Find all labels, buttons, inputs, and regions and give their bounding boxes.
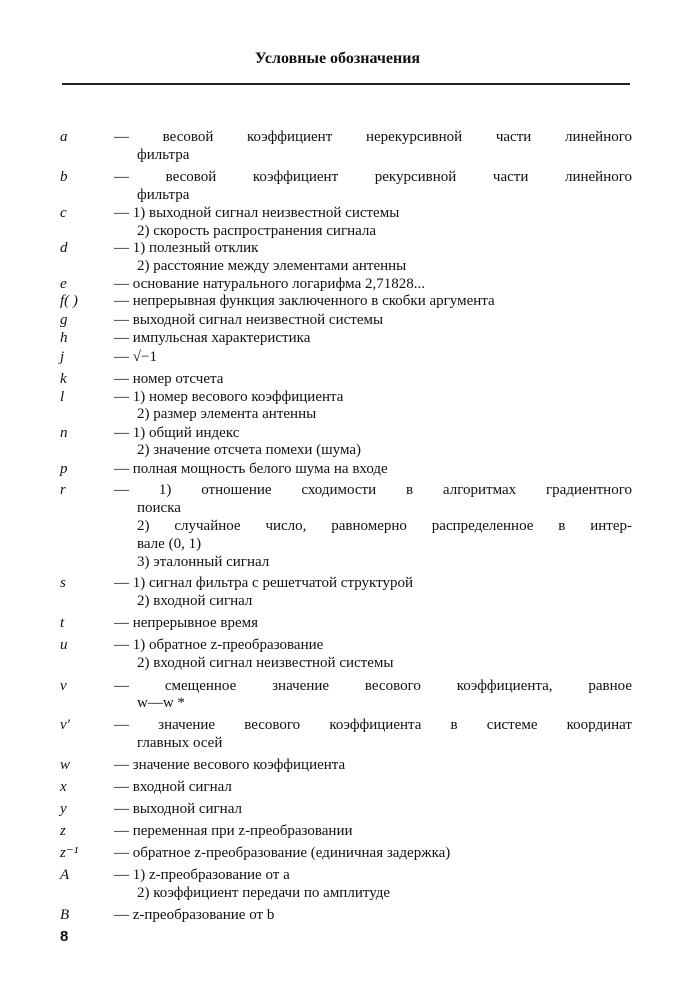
notation-symbol: b <box>60 169 68 185</box>
notation-row <box>0 460 675 478</box>
notation-row <box>0 348 675 366</box>
notation-definition: — выходной сигнал неизвестной системы <box>114 312 384 328</box>
notation-definition-continuation: 2) входной сигнал неизвестной системы <box>137 655 394 671</box>
notation-row <box>0 906 675 924</box>
notation-row <box>0 292 675 310</box>
notation-row <box>0 239 675 257</box>
notation-symbol: d <box>60 240 68 256</box>
notation-symbol: y <box>60 801 67 817</box>
notation-definition-continuation: главных осей <box>137 735 223 751</box>
notation-definition-continuation: фильтра <box>137 187 190 203</box>
notation-definition: — входной сигнал <box>114 779 232 795</box>
page-title: Условные обозначения <box>254 50 421 67</box>
notation-symbol: A <box>60 867 70 883</box>
notation-definition: — 1) общий индекс <box>114 425 240 441</box>
notation-row <box>0 553 675 571</box>
notation-definition-continuation: поиска <box>137 500 181 516</box>
notation-definition-continuation: 2) скорость распространения сигнала <box>137 223 377 239</box>
notation-definition-continuation: вале (0, 1) <box>137 536 202 552</box>
notation-symbol: c <box>60 205 67 221</box>
notation-symbol: t <box>60 615 65 631</box>
notation-row <box>0 441 675 459</box>
notation-definition: — значение весового коэффициента <box>114 757 346 773</box>
notation-symbol: z⁻¹ <box>60 845 79 861</box>
notation-row <box>0 574 675 592</box>
notation-symbol: a <box>60 129 68 145</box>
notation-row <box>0 822 675 840</box>
notation-symbol: v′ <box>60 717 70 733</box>
notation-row <box>0 481 675 499</box>
notation-symbol: v <box>60 678 67 694</box>
notation-definition-continuation: 2) расстояние между элементами антенны <box>137 258 407 274</box>
notation-definition-continuation: 3) эталонный сигнал <box>137 554 270 570</box>
notation-row <box>0 222 675 240</box>
notation-symbol: g <box>60 312 68 328</box>
notation-definition: — весовой коэффициент рекурсивной части линейного <box>114 169 632 185</box>
notation-definition: — √−1 <box>114 349 157 365</box>
notation-row <box>0 614 675 632</box>
notation-symbol: f( ) <box>60 293 78 309</box>
notation-row <box>0 499 675 517</box>
notation-row <box>0 275 675 293</box>
notation-definition: — 1) номер весового коэффициента <box>114 389 344 405</box>
notation-definition: — непрерывное время <box>114 615 259 631</box>
notation-definition: — смещенное значение весового коэффициента, равное <box>114 678 632 694</box>
notation-definition: — номер отсчета <box>114 371 224 387</box>
notation-symbol: j <box>60 349 65 365</box>
notation-row <box>0 636 675 654</box>
notation-symbol: B <box>60 907 70 923</box>
notation-row <box>0 146 675 164</box>
notation-row <box>0 844 675 862</box>
notation-row <box>0 311 675 329</box>
notation-definition: — значение весового коэффициента в системе координат <box>114 717 632 733</box>
notation-row <box>0 800 675 818</box>
notation-row <box>0 654 675 672</box>
notation-row <box>0 677 675 695</box>
notation-definition: — непрерывная функция заключенного в скобки аргумента <box>114 293 495 309</box>
notation-symbol: k <box>60 371 67 387</box>
notation-definition: — 1) обратное z-преобразование <box>114 637 324 653</box>
notation-row <box>0 884 675 902</box>
notation-definition-continuation: 2) коэффициент передачи по амплитуде <box>137 885 391 901</box>
notation-symbol: p <box>60 461 68 477</box>
notation-row <box>0 517 675 535</box>
notation-definition: — 1) сигнал фильтра с решетчатой структурой <box>114 575 413 591</box>
notation-definition-continuation: 2) размер элемента антенны <box>137 406 317 422</box>
notation-row <box>0 405 675 423</box>
notation-row <box>0 592 675 610</box>
notation-definition: — 1) полезный отклик <box>114 240 259 256</box>
notation-row <box>0 186 675 204</box>
notation-definition: — весовой коэффициент нерекурсивной части линейного <box>114 129 632 145</box>
notation-row <box>0 716 675 734</box>
notation-row <box>0 535 675 553</box>
notation-row <box>0 734 675 752</box>
notation-definition-continuation: w—w * <box>137 695 185 711</box>
notation-definition: — основание натурального логарифма 2,71828... <box>114 276 425 292</box>
page-number: 8 <box>60 928 69 945</box>
notation-definition: — выходной сигнал <box>114 801 242 817</box>
notation-definition: — 1) выходной сигнал неизвестной системы <box>114 205 400 221</box>
notation-row <box>0 778 675 796</box>
notation-row <box>0 370 675 388</box>
title-divider <box>62 83 630 85</box>
notation-definition: — обратное z-преобразование (единичная задержка) <box>114 845 451 861</box>
notation-row <box>0 866 675 884</box>
notation-symbol: h <box>60 330 68 346</box>
notation-symbol: l <box>60 389 65 405</box>
notation-symbol: z <box>60 823 66 839</box>
notation-row <box>0 128 675 146</box>
notation-row <box>0 756 675 774</box>
notation-definition-continuation: 2) случайное число, равномерно распределенное в интер- <box>137 518 632 534</box>
notation-row <box>0 329 675 347</box>
notation-definition: — переменная при z-преобразовании <box>114 823 353 839</box>
notation-row <box>0 424 675 442</box>
notation-definition: — 1) отношение сходимости в алгоритмах градиентного <box>114 482 632 498</box>
notation-definition: — импульсная характеристика <box>114 330 311 346</box>
notation-symbol: n <box>60 425 68 441</box>
notation-definition-continuation: 2) значение отсчета помехи (шума) <box>137 442 362 458</box>
notation-definition: — 1) z-преобразование от a <box>114 867 290 883</box>
notation-row <box>0 204 675 222</box>
notation-symbol: u <box>60 637 68 653</box>
notation-row <box>0 168 675 186</box>
notation-symbol: s <box>60 575 66 591</box>
notation-definition-continuation: фильтра <box>137 147 190 163</box>
notation-row <box>0 694 675 712</box>
notation-definition-continuation: 2) входной сигнал <box>137 593 253 609</box>
notation-symbol: r <box>60 482 66 498</box>
notation-symbol: w <box>60 757 71 773</box>
notation-symbol: e <box>60 276 67 292</box>
notation-row <box>0 257 675 275</box>
notation-symbol: x <box>60 779 67 795</box>
notation-definition: — полная мощность белого шума на входе <box>114 461 388 477</box>
notation-definition: — z-преобразование от b <box>114 907 275 923</box>
notation-row <box>0 388 675 406</box>
